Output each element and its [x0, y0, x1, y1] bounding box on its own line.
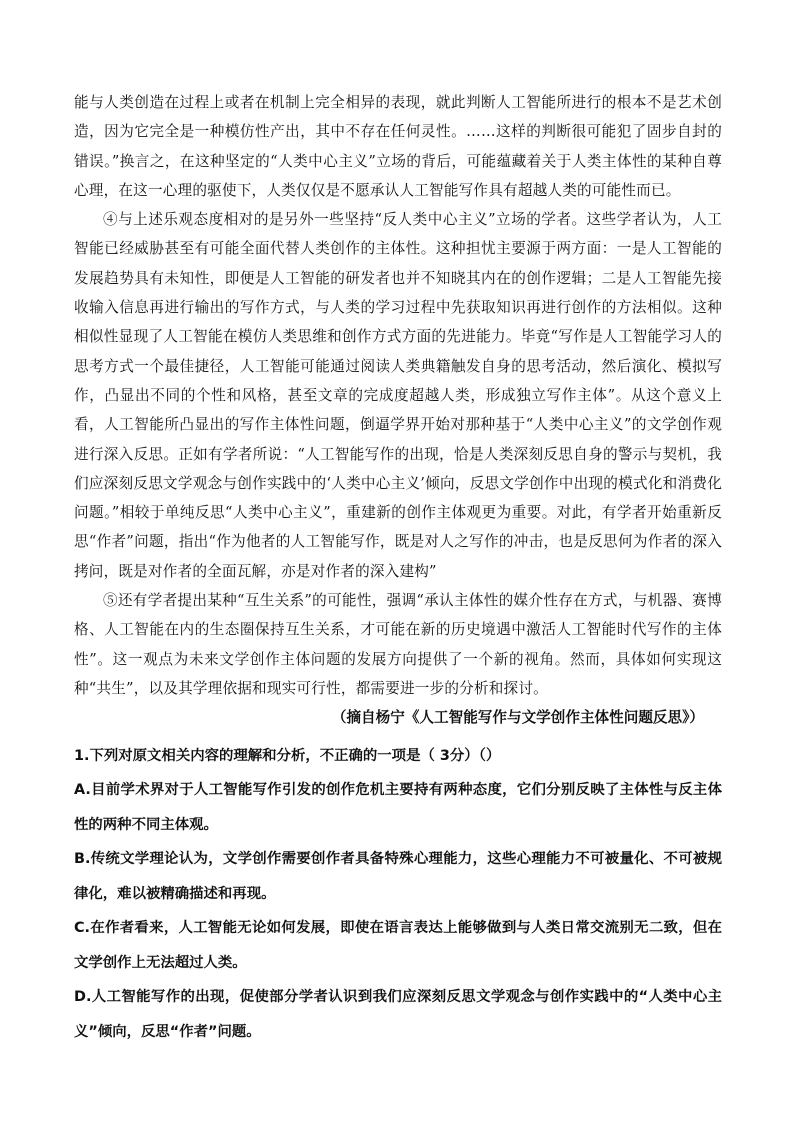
option-b[interactable]: B.传统文学理论认为，文学创作需要创作者具备特殊心理能力，这些心理能力不可被量化、不可被规律化，难以被精确描述和再现。 — [74, 851, 722, 902]
question-stem: 1.下列对原文相关内容的理解和分析，不正确的一项是（ 3分）（） — [74, 747, 501, 764]
article-source: （摘自杨宁《人工智能写作与文学创作主体性问题反思》） — [331, 709, 704, 727]
article-paragraph: ⑤还有学者提出某种“互生关系”的可能性，强调“承认主体性的媒介性存在方式，与机器、赛博格、人工智能在内的生态圈保持互生关系，才可能在新的历史境遇中激活人工智能时代写作的主体性”。这一观点为未来文学创作主体问题的发展方向提供了一个新的视角。然而，具体如何实现这种“共生”，以及其学理依据和现实可行性，都需要进一步的分析和探讨。 — [74, 592, 722, 697]
question-block — [74, 739, 722, 1050]
option-d[interactable]: D.人工智能写作的出现，促使部分学者认识到我们应深刻反思文学观念与创作实践中的“人类中心主义”倾向，反思“作者”问题。 — [74, 989, 722, 1040]
option-a[interactable]: A.目前学术界对于人工智能写作引发的创作危机主要持有两种态度，它们分别反映了主体性与反主体性的两种不同主体观。 — [74, 782, 722, 833]
article-paragraph: 能与人类创造在过程上或者在机制上完全相异的表现，就此判断人工智能所进行的根本不是艺术创造，因为它完全是一种模仿性产出，其中不存在任何灵性。……这样的判断很可能犯了固步自封的错误。”换言之，在这种坚定的“人类中心主义”立场的背后，可能蕴藏着关于人类主体性的某种自尊心理，在这一心理的驱使下，人类仅仅是不愿承认人工智能写作具有超越人类的可能性而已。 — [74, 94, 722, 199]
option-c[interactable]: C.在作者看来，人工智能无论如何发展，即使在语言表达上能够做到与人类日常交流别无二致，但在文学创作上无法超过人类。 — [74, 920, 722, 971]
article-paragraph: ④与上述乐观态度相对的是另外一些坚持“反人类中心主义”立场的学者。这些学者认为，人工智能已经威胁甚至有可能全面代替人类创作的主体性。这种担忧主要源于两方面：一是人工智能的发展趋势具有未知性，即便是人工智能的研发者也并不知晓其内在的创作逻辑；二是人工智能先接收输入信息再进行输出的写作方式，与人类的学习过程中先获取知识再进行创作的方法相似。这种相似性显现了人工智能在模仿人类思维和创作方式方面的先进能力。毕竟“写作是人工智能学习人的思考方式一个最佳捷径，人工智能可能通过阅读人类典籍触发自身的思考活动，然后演化、模拟写作，凸显出不同的个性和风格，甚至文章的完成度超越人类，形成独立写作主体”。从这个意义上看，人工智能所凸显出的写作主体性问题，倒逼学界开始对那种基于“人类中心主义”的文学创作观进行深入反思。正如有学者所说：“人工智能写作的出现，恰是人类深刻反思自身的警示与契机，我们应深刻反思文学观念与创作实践中的‘人类中心主义’倾向，反思文学创作中出现的模式化和消费化问题。”相较于单纯反思“人类中心主义”，重建新的创作主体观更为重要。对此，有学者开始重新反思“作者”问题，指出“作为他者的人工智能写作，既是对人之写作的冲击，也是反思何为作者的深入拷问，既是对作者的全面瓦解，亦是对作者的深入建构” — [74, 211, 722, 580]
document-page — [74, 88, 722, 1049]
